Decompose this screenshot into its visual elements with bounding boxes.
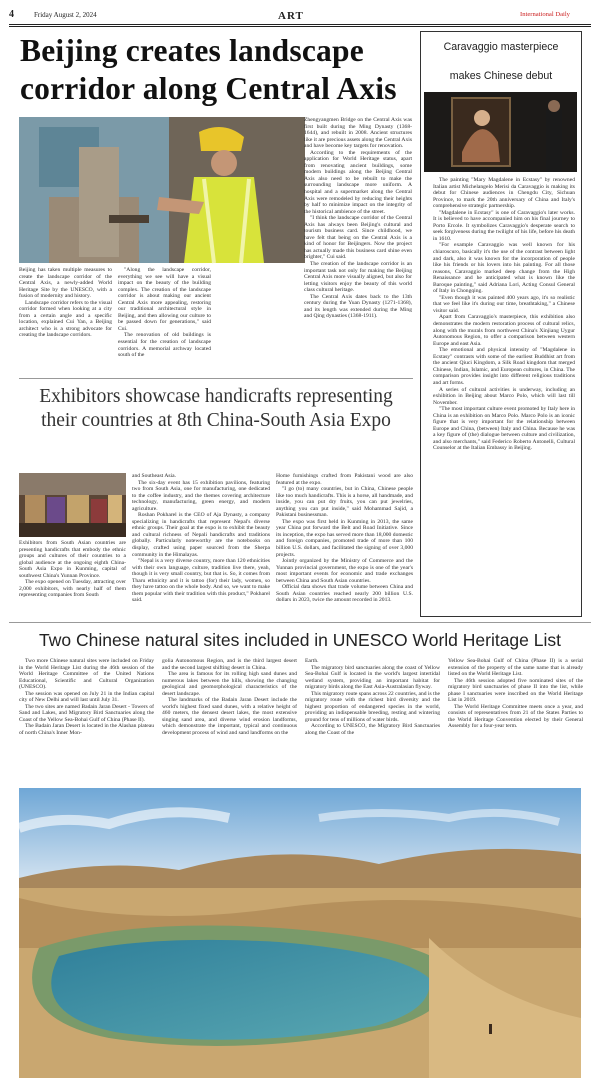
masthead-rule [9,24,591,25]
story1-para: "I think the landscape corridor of the Central Axis has always been Beijing's cultural and tourism business card. Since childhood, we have felt that being on the Central Axis is a kind of honor for Beijingers. Now the project has actually made this business card shine even brighter," Cui said. [304,215,412,261]
story3-para: The World Heritage Committee meets once a year, and consists of representatives from 21 of the States Parties to the World Heritage Convention elected by their General Assembly for a four-year term. [448,703,583,730]
story-divider [9,622,591,623]
story1-para: Landscape corridor refers to the visual corridor formed when looking at a city from a certain angle and a specific location, explained Cui Yan, a Beijing architect who is a strong advocate for creating the landscape corridors. [19,299,112,339]
story3-para: The landmarks of the Badain Jaran Desert include the world's highest fixed sand dunes, with a relative height of 460 meters, the densest desert lakes, the most extensive singing sand area, and diverse wind erosion landforms, which demonstrate the important, typical and continuous development process of wind and sand landforms on the [162,697,297,737]
story1-column-3 [304,117,412,369]
story3-para: This migratory route spans across 22 countries, and is the migratory route with the richest bird diversity and the highest proportion of endangered species in the world, providing an indispensable breeding, resting and wintering ground for tens of millions of water birds. [305,690,440,723]
story1-column-1 [19,267,112,351]
story1-para: The Central Axis dates back to the 13th century during the Yuan Dynasty (1271-1368), and its length was extended during the Ming and Qing dynasties (1368-1911). [304,293,412,320]
story1-para: The renovation of old buildings is essential for the creation of landscape corridors. A memorial archway located south of the [118,332,211,359]
story2-column-1 [19,540,126,610]
story2-para: Home furnishings crafted from Pakistani wood are also featured at the expo. [276,473,413,486]
story1-para: According to the requirements of the application for World Heritage status, apart from renovating ancient buildings, some modern buildings along the Beijing Central Axis also need to be rebuilt to make the surrounding landscape more uniform. A hospital and a supermarket along the Central Axis were remodeled by reducing their heights by half to minimize impact on the integrity of the historical ambience of the street. [304,149,412,215]
story3-para: Yellow Sea-Bohai Gulf of China (Phase II) is a serial extension of the property of the same name that is already listed on the World Heritage List. [448,658,583,678]
story3-para: The 46th session adopted five nominated sites of the migratory bird sanctuaries of phase II into the list, while phase I sanctuaries were inscribed on the World Heritage List in 2019. [448,677,583,704]
story1-column-2 [118,267,211,359]
story1-para: "Along the landscape corridor, everything we see will have a visual impact on the beauty of the building complex. The creation of the landscape corridor is about making our ancient Central Axis more appealing, restoring our traditional architectural style in Beijing, and then allowing our culture to be passed down for generations," said Cui. [118,267,211,332]
masthead-rule-2 [9,26,591,27]
story1-headline: Beijing creates landscape corridor along Central Axis [20,33,397,106]
sidebar-para: "Even though it was painted 400 years ago, it's so realistic that we feel like it's during our time, breathtaking," a Chinese visitor said. [433,294,575,314]
story2-para: The expo was first held in Kunming in 2013, the same year China put forward the Belt and Road Initiative. Since its inception, the expo has served more than 18,000 domestic and foreign companies, promoted trade of more than 100 billion U.S. dollars, and facilitated the signing of over 3,000 projects. [276,518,413,558]
story2-para: Official data shows that trade volume between China and South Asian countries reached nearly 200 billion U.S. dollars in 2023, twice the amount recorded in 2013. [276,584,413,604]
story3-para: The session was opened on July 21 in the Indian capital city of New Delhi and will last until July 31. [19,690,154,704]
painting-photo [424,92,577,172]
sidebar-para: "For example Caravaggio was well known for his chiaroscuro, basically it's the use of the contrast between light and dark, also it was known for the incorporation of people like his friends or his lovers into his painting. For all those reasons, Caravaggio marked deep change from the High Renaissance and he anticipated what is known like the Baroque painting," said Adriana Lori, Acting Consul General of Italy in Chongqing. [433,242,575,295]
desert-lake-photo [19,788,581,1078]
story2-para: Roshan Pokharel is the CEO of Aja Dynasty, a company specializing in handicrafts that represent Nepal's diverse ethnic groups. Their goal at the expo is to exhibit the beauty and cultural richness of Nepali handicrafts and traditions globally. Particularly noteworthy are the notebooks on display, crafted using paper sourced from the Sherpa community in the Himalayas. [132,512,270,558]
sidebar-body [433,177,575,612]
story3-headline: Two Chinese natural sites included in UNESCO World Heritage List [39,630,561,650]
story3-column-4 [448,658,583,782]
story3-column-2 [162,658,297,782]
story3-para: The migratory bird sanctuaries along the coast of Yellow Sea-Bohai Gulf is located in the world's largest intertidal wetland system, providing an important habitat for migratory birds along the East Asia-Australasian flyway. [305,664,440,691]
story1-para: The creation of the landscape corridor is an important task not only for making the Beijing Central Axis more visually aligned, but also for letting visitors enjoy the beauty of this world class cultural heritage. [304,261,412,294]
story2-para: Jointly organized by the Ministry of Commerce and the Yunnan provincial government, the expo is one of the year's most important events for economic and trade exchanges between China and South Asian countries. [276,558,413,584]
story3-column-1 [19,658,154,782]
publication-name: International Daily [520,11,570,18]
sidebar-para: A series of cultural activities is underway, including an exhibition in Beijing about Marco Polo, which will last till November. [433,386,575,406]
story1-para: Beijing has taken multiple measures to create the landscape corridor of the Central Axis, a newly-added World Heritage Site by the UNESCO, with a fusion of modernity and history. [19,267,112,300]
story3-para: The area is famous for its rolling high sand dunes and numerous lakes between the hills, showing the changing geological and geomorphological characteristics of the desert landscape. [162,671,297,697]
sidebar-para: "Magdalene in Ecstasy" is one of Caravaggio's later works. It is believed to have accompanied him on his final journey to Porto Ercole. It symbolizes Caravaggio's desperate search to seek forgiveness during the twilight of his life, before his death in 1610. [433,209,575,242]
sidebar-headline-1: Caravaggio masterpiece [443,41,559,53]
story3-para: Two more Chinese natural sites were included on Friday in the World Heritage List during the 46th session of the World Heritage Committee of the United Nations Educational, Scientific and Cultural Organization (UNESCO). [19,658,154,691]
sidebar-para: The painting "Mary Magdalene in Ecstasy" by renowned Italian artist Michelangelo Merisi da Caravaggio is making its debut for Chinese audiences in Chengdu City, Sichuan Province, to mark the 20th anniversary of China and Italy's comprehensive strategic partnership. [433,177,575,210]
story3-para: The two sites are named Badain Jaran Desert - Towers of Sand and Lakes, and Migratory Bird Sanctuaries along the Coast of the Yellow Sea-Bohai Gulf of China (Phase II). [19,703,154,723]
story2-para: The expo opened on Tuesday, attracting over 2,000 exhibitors, with nearly half of them representing companies from South [19,579,126,599]
story2-headline: Exhibitors showcase handicrafts representing their countries at 8th China-South Asia Expo [39,386,393,431]
issue-date: Friday August 2, 2024 [34,11,97,19]
worker-photo [19,117,305,263]
section-name: ART [278,10,304,22]
handicraft-photo [19,473,126,537]
page-number: 4 [9,9,14,20]
story2-para: and Southeast Asia. [132,473,176,479]
sidebar-para: "The most important culture event promoted by Italy here in China is an exhibition on Marco Polo. Marco Polo is an iconic figure that is very important for the relationship between Europe and China, (between) Italy and China. Because he was a key figure of (the) dialogue between culture and civilization, and also merchants," said Federico Roberto Antonelli, Cultural Counselor at the Italian Embassy in Beijing. [433,406,575,452]
story3-column-3 [305,658,440,782]
story3-para: According to UNESCO, the Migratory Bird Sanctuaries along the Coast of the [305,723,440,737]
story2-column-3 [276,473,413,611]
story-divider [19,378,413,379]
story2-para: Exhibitors from South Asian countries are presenting handicrafts that embody the ethnic groups and cultures of their countries to a global audience at the ongoing eighth China-South Asia Expo in Kunming, capital of southwest China's Yunnan Province. [19,540,126,579]
story3-para: The Badain Jaran Desert is located in the Alashan plateau of north China's Inner Mon- [19,723,154,737]
sidebar-para: The emotional and physical intensity of "Magdalene in Ecstasy" contrasts with some of the earliest Buddhist art from the ancient Qiuci Kingdom, a Silk Road kingdom that merged Chinese, Indian, Islamic, and European cultures, in China. The comparison provides insight into different religious traditions and art forms. [433,347,575,386]
story1-para: Zhengyangmen Bridge on the Central Axis was first built during the Ming Dynasty (1368-1644), and rebuilt in 2008. Ancient structures like it are precious assets along the Central Axis and have become key targets for renovation. [304,117,412,150]
story2-para: "Nepal is a very diverse country, more than 120 ethnicities with their own language, culture, tradition live there, yeah, though it is very small country, but that is. So, it comes from Tharu ethnicity and it is tattoo (for) their lady, women, so they have tattoo on the whole body. And so, we want to make them popular with their tradition with this product," Pokharel said. [132,558,270,604]
sidebar-para: Apart from Caravaggio's masterpiece, this exhibition also demonstrates the modern restoration process of cultural relics, along with the murals from northwest China's Xinjiang Uygur Autonomous Region, to offer a comparison between western Europe and east Asia. [433,314,575,347]
story2-para: "I go (to) many countries, but in China, Chinese people like too much handicrafts. This is a horse, all handmade, and inside, you can put dry fruits, you can put jewelries, anything you can put inside," said Mohammad Sajid, a Pakistani businessman. [276,486,413,519]
sidebar-headline-2: makes Chinese debut [449,70,553,82]
story2-para: The six-day event has 15 exhibition pavilions, featuring two from South Asia, one for manufacturing, one dedicated to the coffee industry, and the themes covering architecture technology, manufacturing, green energy, and modern agriculture. [132,479,270,512]
story3-para: golia Autonomous Region, and is the third largest desert and the second largest shifting desert in China. [162,658,297,671]
story3-para: Earth. [305,658,319,664]
story2-column-2 [132,473,270,611]
